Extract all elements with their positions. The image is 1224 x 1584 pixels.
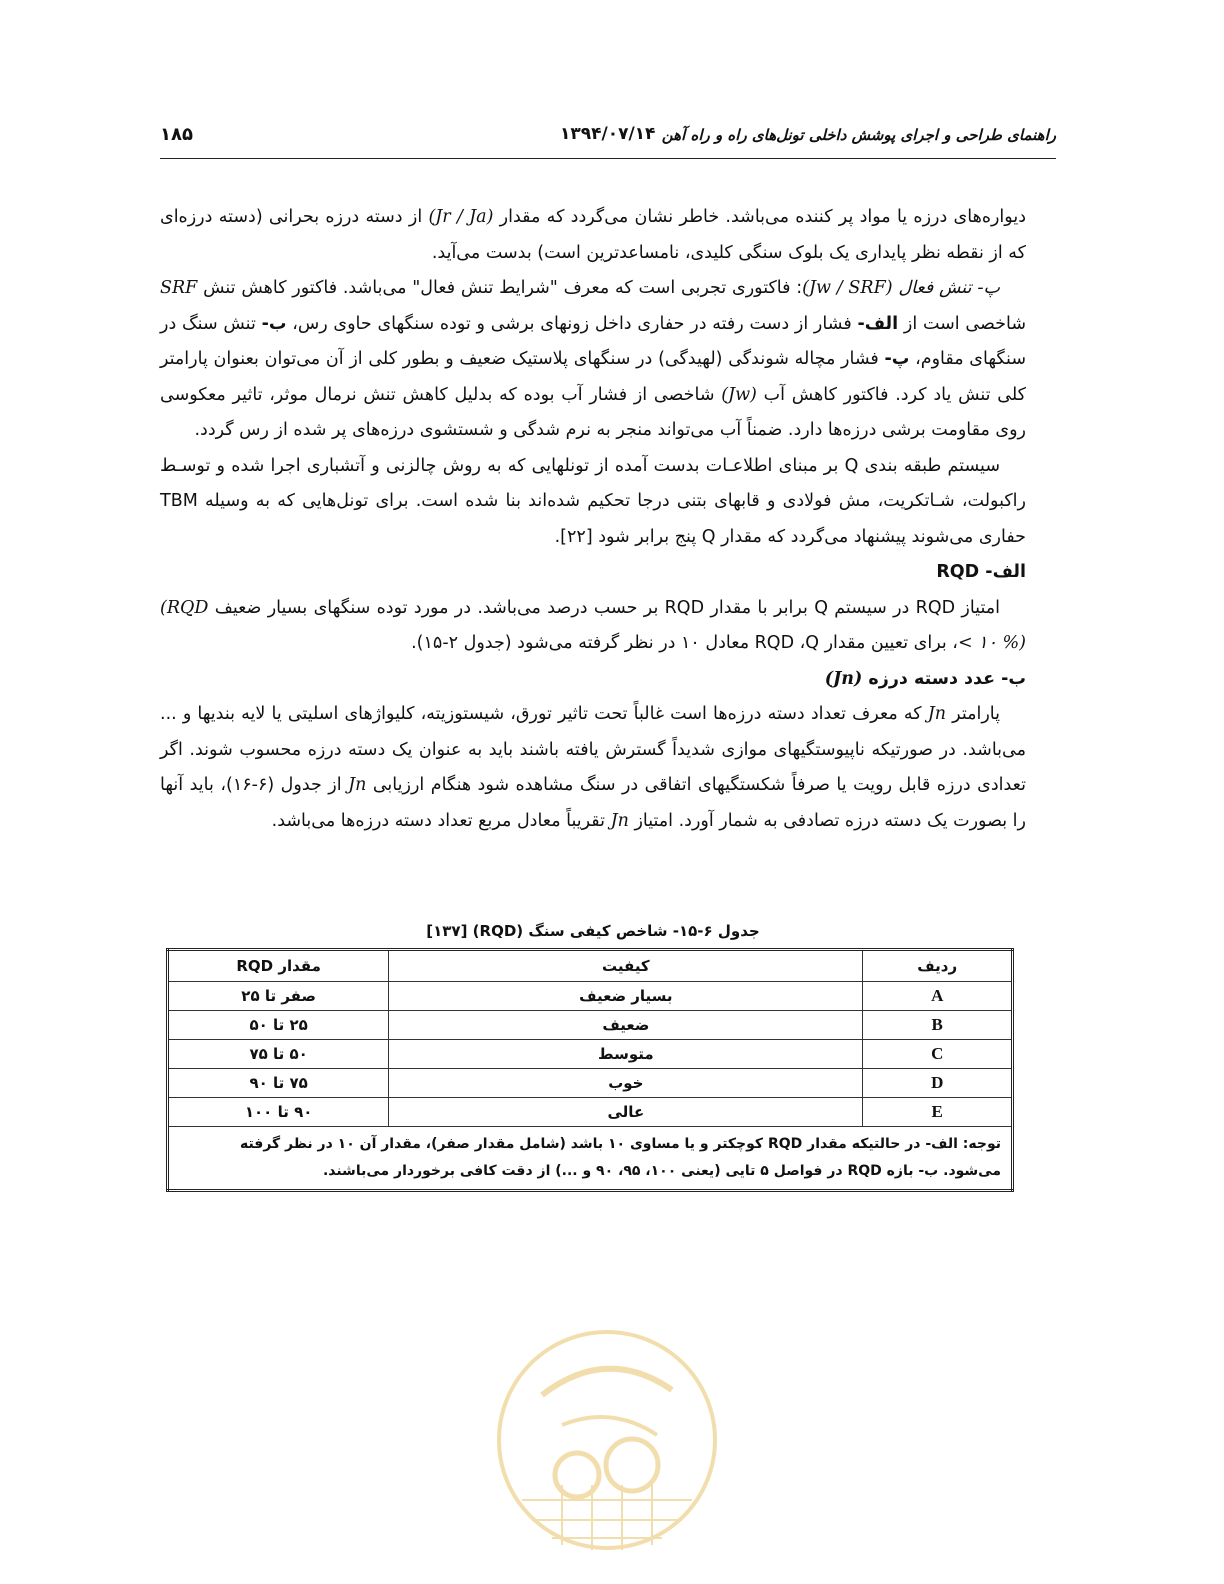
table-row [168, 1069, 1013, 1098]
table-header-row [168, 950, 1013, 982]
row-quality: بسیار ضعیف [389, 982, 863, 1011]
p4-text-2: ، برای تعیین مقدار RQD ،Q معادل ۱۰ در نظر گرفته می‌شود (جدول ۲-۱۵). [411, 633, 958, 653]
row-quality: خوب [389, 1069, 863, 1098]
p2-text-2: شاخصی است از [898, 313, 1026, 334]
table-caption: جدول ۶-۱۵- شاخص کیفی سنگ (RQD) [۱۳۷] [426, 922, 760, 940]
math-jw: (Jw) [721, 384, 757, 405]
p2-text-5: فشار مچاله شوندگی (لهیدگی) در سنگهای پلاستیک ضعیف و بطور کلی از آن می‌توان بعنوان پارامتر کلی تنش یاد کرد. فاکتور کاهش آب [160, 349, 1026, 405]
heading-rqd: الف- RQD [936, 562, 1026, 582]
row-code: B [863, 1011, 1013, 1040]
row-quality: عالی [389, 1098, 863, 1127]
col-header-value: مقدار RQD [168, 950, 389, 982]
p5-text-2: که معرف تعداد دسته درزه‌ها است غالباً تحت تاثیر تورق، شیستوزیته، کلیواژهای اسلیتی یا لایه بندیها و ... می‌باشد. در صورتیکه ناپیوستگیهای موازی شدیداً گسترش یافته باشند باید به عنوان یک دسته درزه محسوب شوند. اگر تعدادی درزه قابل رویت یا صرفاً شکستگیهای اتفاقی در سنگ مشاهده شود هنگام ارزیابی [160, 704, 1026, 795]
paragraph-4 [160, 591, 1026, 662]
p2-lead: پ- تنش فعال [892, 278, 1000, 298]
p2-text: : فاکتوری تجربی است که معرف "شرایط تنش فعال" می‌باشد. فاکتور کاهش تنش [197, 278, 803, 298]
p2-b: ب- [261, 313, 287, 334]
p5-text: پارامتر [946, 704, 1000, 724]
p2-text-3: فشار از دست رفته در حفاری داخل زونهای برشی و توده سنگهای حاوی رس، [286, 313, 858, 334]
book-title: راهنمای طراحی و اجرای پوشش داخلی تونل‌های راه و راه آهن [661, 126, 1056, 144]
p5-text-4: تقریباً معادل مربع تعداد دسته درزه‌ها می‌باشد. [271, 810, 611, 831]
p1-text: دیواره‌های درزه یا مواد پر کننده می‌باشد. خاطر نشان می‌گردد که مقدار [493, 207, 1026, 227]
heading-jn [160, 662, 1026, 698]
paragraph-2 [160, 271, 1026, 449]
math-jn-2: Jn [348, 775, 367, 795]
math-jn-3: Jn [610, 810, 629, 831]
math-jn-heading: (Jn) [824, 668, 863, 689]
paragraph-3: سیستم طبقه بندی Q بر مبنای اطلاعـات بدست آمده از تونلهایی که به روش چالزنی و آتشباری اجرا شده و توسـط راکبولت، شـاتکریت، مش فولادی و قابهای بتنی درجا تحکیم شده‌اند بنا شده است. برای تونل‌هایی که به وسیله TBM حفاری می‌شوند پیشنهاد می‌گردد که مقدار Q پنج برابر شود [۲۲]. [160, 455, 1026, 547]
row-code: E [863, 1098, 1013, 1127]
math-rqd-lt-10: (RQD < ۱۰ %) [160, 597, 1026, 653]
running-header [160, 122, 1056, 152]
row-value: ۵۰ تا ۷۵ [168, 1040, 389, 1069]
p1-text-2: از دسته درزه بحرانی (دسته درزه‌ای که از نقطه نظر پایداری یک بلوک سنگی کلیدی، نامساعدترین است) بدست می‌آید. [160, 207, 1026, 263]
row-quality: ضعیف [389, 1011, 863, 1040]
header-divider [160, 158, 1056, 159]
col-header-row: ردیف [863, 950, 1013, 982]
table-note: توجه: الف- در حالتیکه مقدار RQD کوچکتر و یا مساوی ۱۰ باشد (شامل مقدار صفر)، مقدار آن ۱۰ در نظر گرفته می‌شود. ب- بازه RQD در فواصل ۵ تایی (یعنی ۱۰۰، ۹۵، ۹۰ و ...) از دقت کافی برخوردار می‌باشند. [168, 1127, 1013, 1191]
row-value: صفر تا ۲۵ [168, 982, 389, 1011]
math-jr-ja: (Jr / Ja) [428, 207, 494, 227]
p2-text-6: شاخصی از فشار آب بوده که بدلیل کاهش تنش نرمال موثر، تاثیر معکوسی روی مقاومت برشی درزه‌ها دارد. ضمناً آب می‌تواند منجر به نرم شدگی و شستشوی درزه‌های پر شده از رس گردد. [160, 384, 1026, 440]
table-note-row [168, 1127, 1013, 1191]
rqd-table [166, 948, 1014, 1192]
row-code: C [863, 1040, 1013, 1069]
paragraph-1 [160, 200, 1026, 271]
row-code: A [863, 982, 1013, 1011]
row-code: D [863, 1069, 1013, 1098]
row-value: ۹۰ تا ۱۰۰ [168, 1098, 389, 1127]
publisher-logo-watermark-icon [492, 1325, 722, 1565]
body-text [160, 200, 1026, 839]
row-value: ۷۵ تا ۹۰ [168, 1069, 389, 1098]
col-header-quality: کیفیت [389, 950, 863, 982]
math-jw-srf: (Jw / SRF) [802, 278, 893, 298]
p2-p: پ- [884, 349, 910, 369]
page-number: ۱۸۵ [160, 124, 193, 145]
p2-text-4: تنش سنگ در سنگهای مقاوم، [160, 313, 1026, 369]
table-row [168, 1098, 1013, 1127]
row-quality: متوسط [389, 1040, 863, 1069]
heading-jn-text: ب- عدد دسته درزه [862, 668, 1026, 689]
paragraph-5 [160, 697, 1026, 839]
table-row [168, 1040, 1013, 1069]
p2-alef: الف- [857, 313, 899, 334]
math-srf: SRF [160, 278, 198, 298]
table-row [168, 1011, 1013, 1040]
row-value: ۲۵ تا ۵۰ [168, 1011, 389, 1040]
p4-text: امتیاز RQD در سیستم Q برابر با مقدار RQD بر حسب درصد می‌باشد. در مورد توده سنگهای بسیار ضعیف [208, 597, 1000, 618]
header-date: ۱۳۹۴/۰۷/۱۴ [560, 124, 656, 144]
math-jn-1: Jn [927, 704, 947, 724]
table-row [168, 982, 1013, 1011]
p5-text-3: از جدول (۶-۱۶)، باید آنها را بصورت یک دسته درزه تصادفی به شمار آورد. امتیاز [160, 775, 1026, 831]
